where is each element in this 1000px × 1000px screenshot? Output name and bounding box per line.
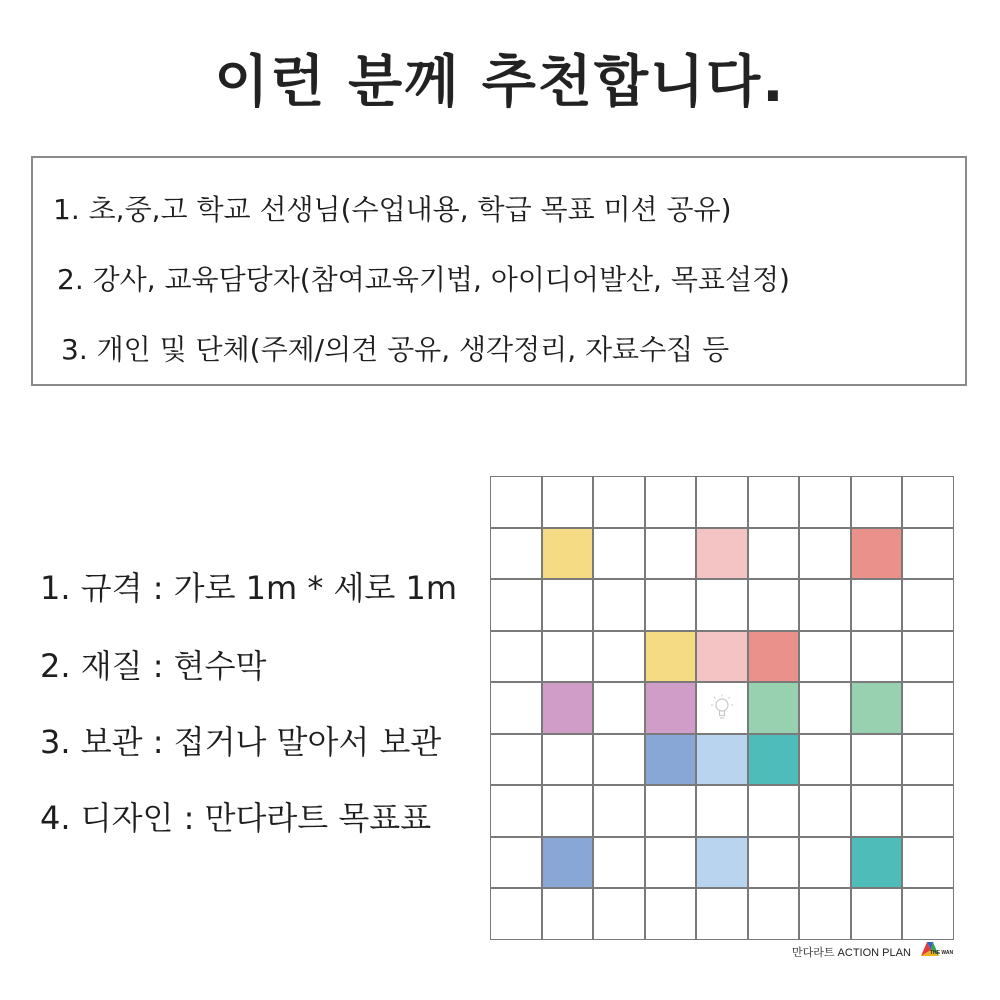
grid-cell [593, 682, 645, 734]
grid-cell [902, 682, 954, 734]
grid-cell-colored [748, 682, 800, 734]
grid-cell-colored [851, 682, 903, 734]
grid-cell-colored [851, 837, 903, 889]
recommendation-item: 1. 초,중,고 학교 선생님(수업내용, 학급 목표 미션 공유) [53, 193, 732, 226]
grid-cell [902, 579, 954, 631]
grid-cell [490, 682, 542, 734]
grid-cell [490, 888, 542, 940]
grid-cell [799, 476, 851, 528]
grid-cell [593, 888, 645, 940]
grid-cell [696, 888, 748, 940]
grid-cell [902, 476, 954, 528]
grid-cell [748, 476, 800, 528]
grid-cell [645, 528, 697, 580]
recommendation-item: 2. 강사, 교육담당자(참여교육기법, 아이디어발산, 목표설정) [57, 263, 790, 296]
grid-cell [902, 528, 954, 580]
grid-cell [593, 528, 645, 580]
grid-cell [593, 476, 645, 528]
grid-cell [748, 528, 800, 580]
grid-cell [490, 734, 542, 786]
grid-cell [799, 528, 851, 580]
grid-cell [542, 579, 594, 631]
grid-cell [593, 579, 645, 631]
grid-cell [902, 785, 954, 837]
grid-cell [851, 888, 903, 940]
grid-cell [490, 528, 542, 580]
grid-cell [490, 785, 542, 837]
grid-cell-colored [542, 837, 594, 889]
grid-cell [799, 631, 851, 683]
lightbulb-icon [697, 683, 747, 733]
grid-cell [851, 579, 903, 631]
grid-cell-colored [542, 528, 594, 580]
brand-logo-text: THE WAN [930, 950, 954, 956]
grid-cell-colored [696, 734, 748, 786]
grid-cell [799, 579, 851, 631]
grid-cell [902, 734, 954, 786]
grid-cell [799, 888, 851, 940]
grid-cell [490, 837, 542, 889]
grid-cell-colored [748, 631, 800, 683]
grid-cell [645, 579, 697, 631]
grid-cell [902, 837, 954, 889]
grid-cell-colored [645, 734, 697, 786]
grid-cell [645, 888, 697, 940]
grid-cell-colored [542, 682, 594, 734]
mandalart-grid [490, 476, 954, 940]
grid-cell [542, 785, 594, 837]
grid-cell [645, 837, 697, 889]
grid-cell [490, 579, 542, 631]
grid-cell [696, 785, 748, 837]
grid-cell [593, 785, 645, 837]
grid-cell [748, 785, 800, 837]
page-title: 이런 분께 추천합니다. [214, 50, 786, 115]
grid-cell [748, 837, 800, 889]
recommendation-box [31, 156, 967, 386]
spec-size: 1. 규격 : 가로 1m * 세로 1m [40, 569, 458, 607]
grid-cell [696, 476, 748, 528]
grid-cell [851, 734, 903, 786]
grid-cell [696, 579, 748, 631]
grid-cell [490, 631, 542, 683]
grid-cell [748, 579, 800, 631]
grid-cell [851, 476, 903, 528]
grid-cell [645, 476, 697, 528]
grid-cell [645, 785, 697, 837]
grid-cell [593, 734, 645, 786]
grid-cell-colored [696, 631, 748, 683]
grid-cell [902, 888, 954, 940]
grid-cell [593, 631, 645, 683]
grid-cell [490, 476, 542, 528]
grid-cell-center [696, 682, 748, 734]
grid-cell [542, 476, 594, 528]
grid-cell [542, 888, 594, 940]
footer-caption: 만다라트 ACTION PLAN [792, 947, 911, 959]
grid-cell [593, 837, 645, 889]
grid-cell [799, 837, 851, 889]
grid-cell [851, 785, 903, 837]
grid-cell [799, 734, 851, 786]
grid-cell-colored [696, 837, 748, 889]
spec-storage: 3. 보관 : 접거나 말아서 보관 [40, 723, 442, 761]
grid-cell [542, 734, 594, 786]
grid-cell-colored [748, 734, 800, 786]
grid-cell [799, 682, 851, 734]
grid-cell [748, 888, 800, 940]
spec-material: 2. 재질 : 현수막 [40, 647, 267, 685]
recommendation-item: 3. 개인 및 단체(주제/의견 공유, 생각정리, 자료수집 등 [61, 333, 730, 366]
grid-cell-colored [696, 528, 748, 580]
grid-cell [902, 631, 954, 683]
grid-cell [799, 785, 851, 837]
grid-cell [851, 631, 903, 683]
grid-cell-colored [645, 682, 697, 734]
spec-design: 4. 디자인 : 만다라트 목표표 [40, 799, 432, 837]
grid-cell-colored [645, 631, 697, 683]
grid-cell-colored [851, 528, 903, 580]
grid-cell [542, 631, 594, 683]
